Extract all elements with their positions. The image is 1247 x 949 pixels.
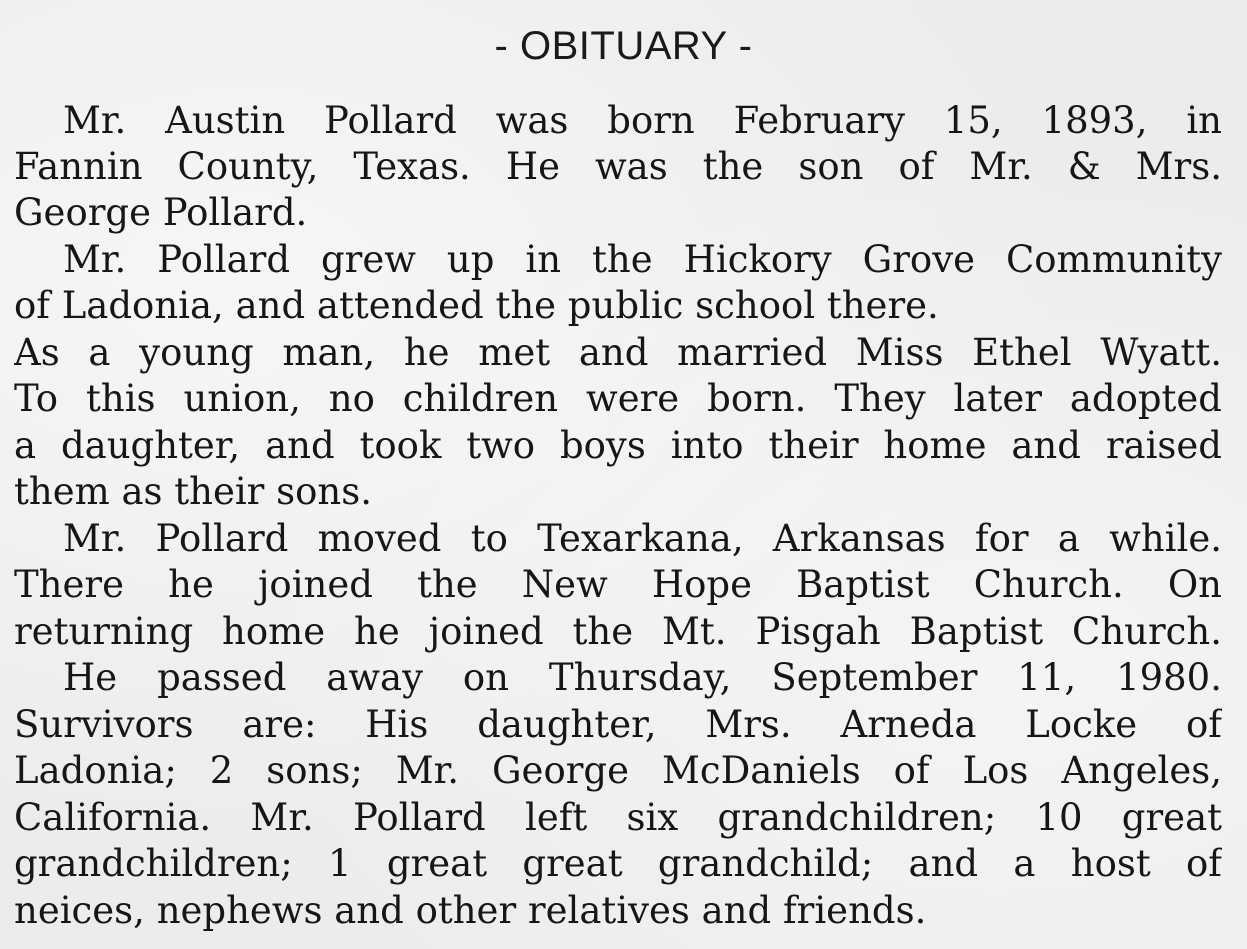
text-line: As a young man, he met and married Miss Ethel Wyatt. (14, 331, 1222, 374)
text-line: Mr. Austin Pollard was born February 15, 1893, in (63, 99, 1222, 142)
text-line: George Pollard. (14, 191, 308, 234)
text-line: Mr. Pollard moved to Texarkana, Arkansas for a while. (63, 517, 1222, 560)
text-line: California. Mr. Pollard left six grandchildren; 10 great (14, 796, 1222, 839)
text-line: grandchildren; 1 great great grandchild; and a host of (14, 842, 1222, 885)
text-line: Fannin County, Texas. He was the son of Mr. & Mrs. (14, 145, 1222, 188)
obituary-heading: - OBITUARY - (494, 24, 753, 68)
text-line: them as their sons. (14, 470, 372, 513)
text-line: Mr. Pollard grew up in the Hickory Grove Community (63, 238, 1222, 281)
text-line: To this union, no children were born. They later adopted (14, 377, 1222, 420)
text-line: neices, nephews and other relatives and friends. (14, 889, 927, 932)
text-line: Ladonia; 2 sons; Mr. George McDaniels of Los Angeles, (14, 749, 1222, 792)
text-line: returning home he joined the Mt. Pisgah Baptist Church. (14, 610, 1222, 653)
text-line: of Ladonia, and attended the public school there. (14, 284, 939, 327)
text-line: There he joined the New Hope Baptist Church. On (14, 563, 1222, 606)
text-line: Survivors are: His daughter, Mrs. Arneda Locke of (14, 703, 1222, 746)
text-line: He passed away on Thursday, September 11, 1980. (63, 656, 1222, 699)
text-line: a daughter, and took two boys into their home and raised (14, 424, 1222, 467)
